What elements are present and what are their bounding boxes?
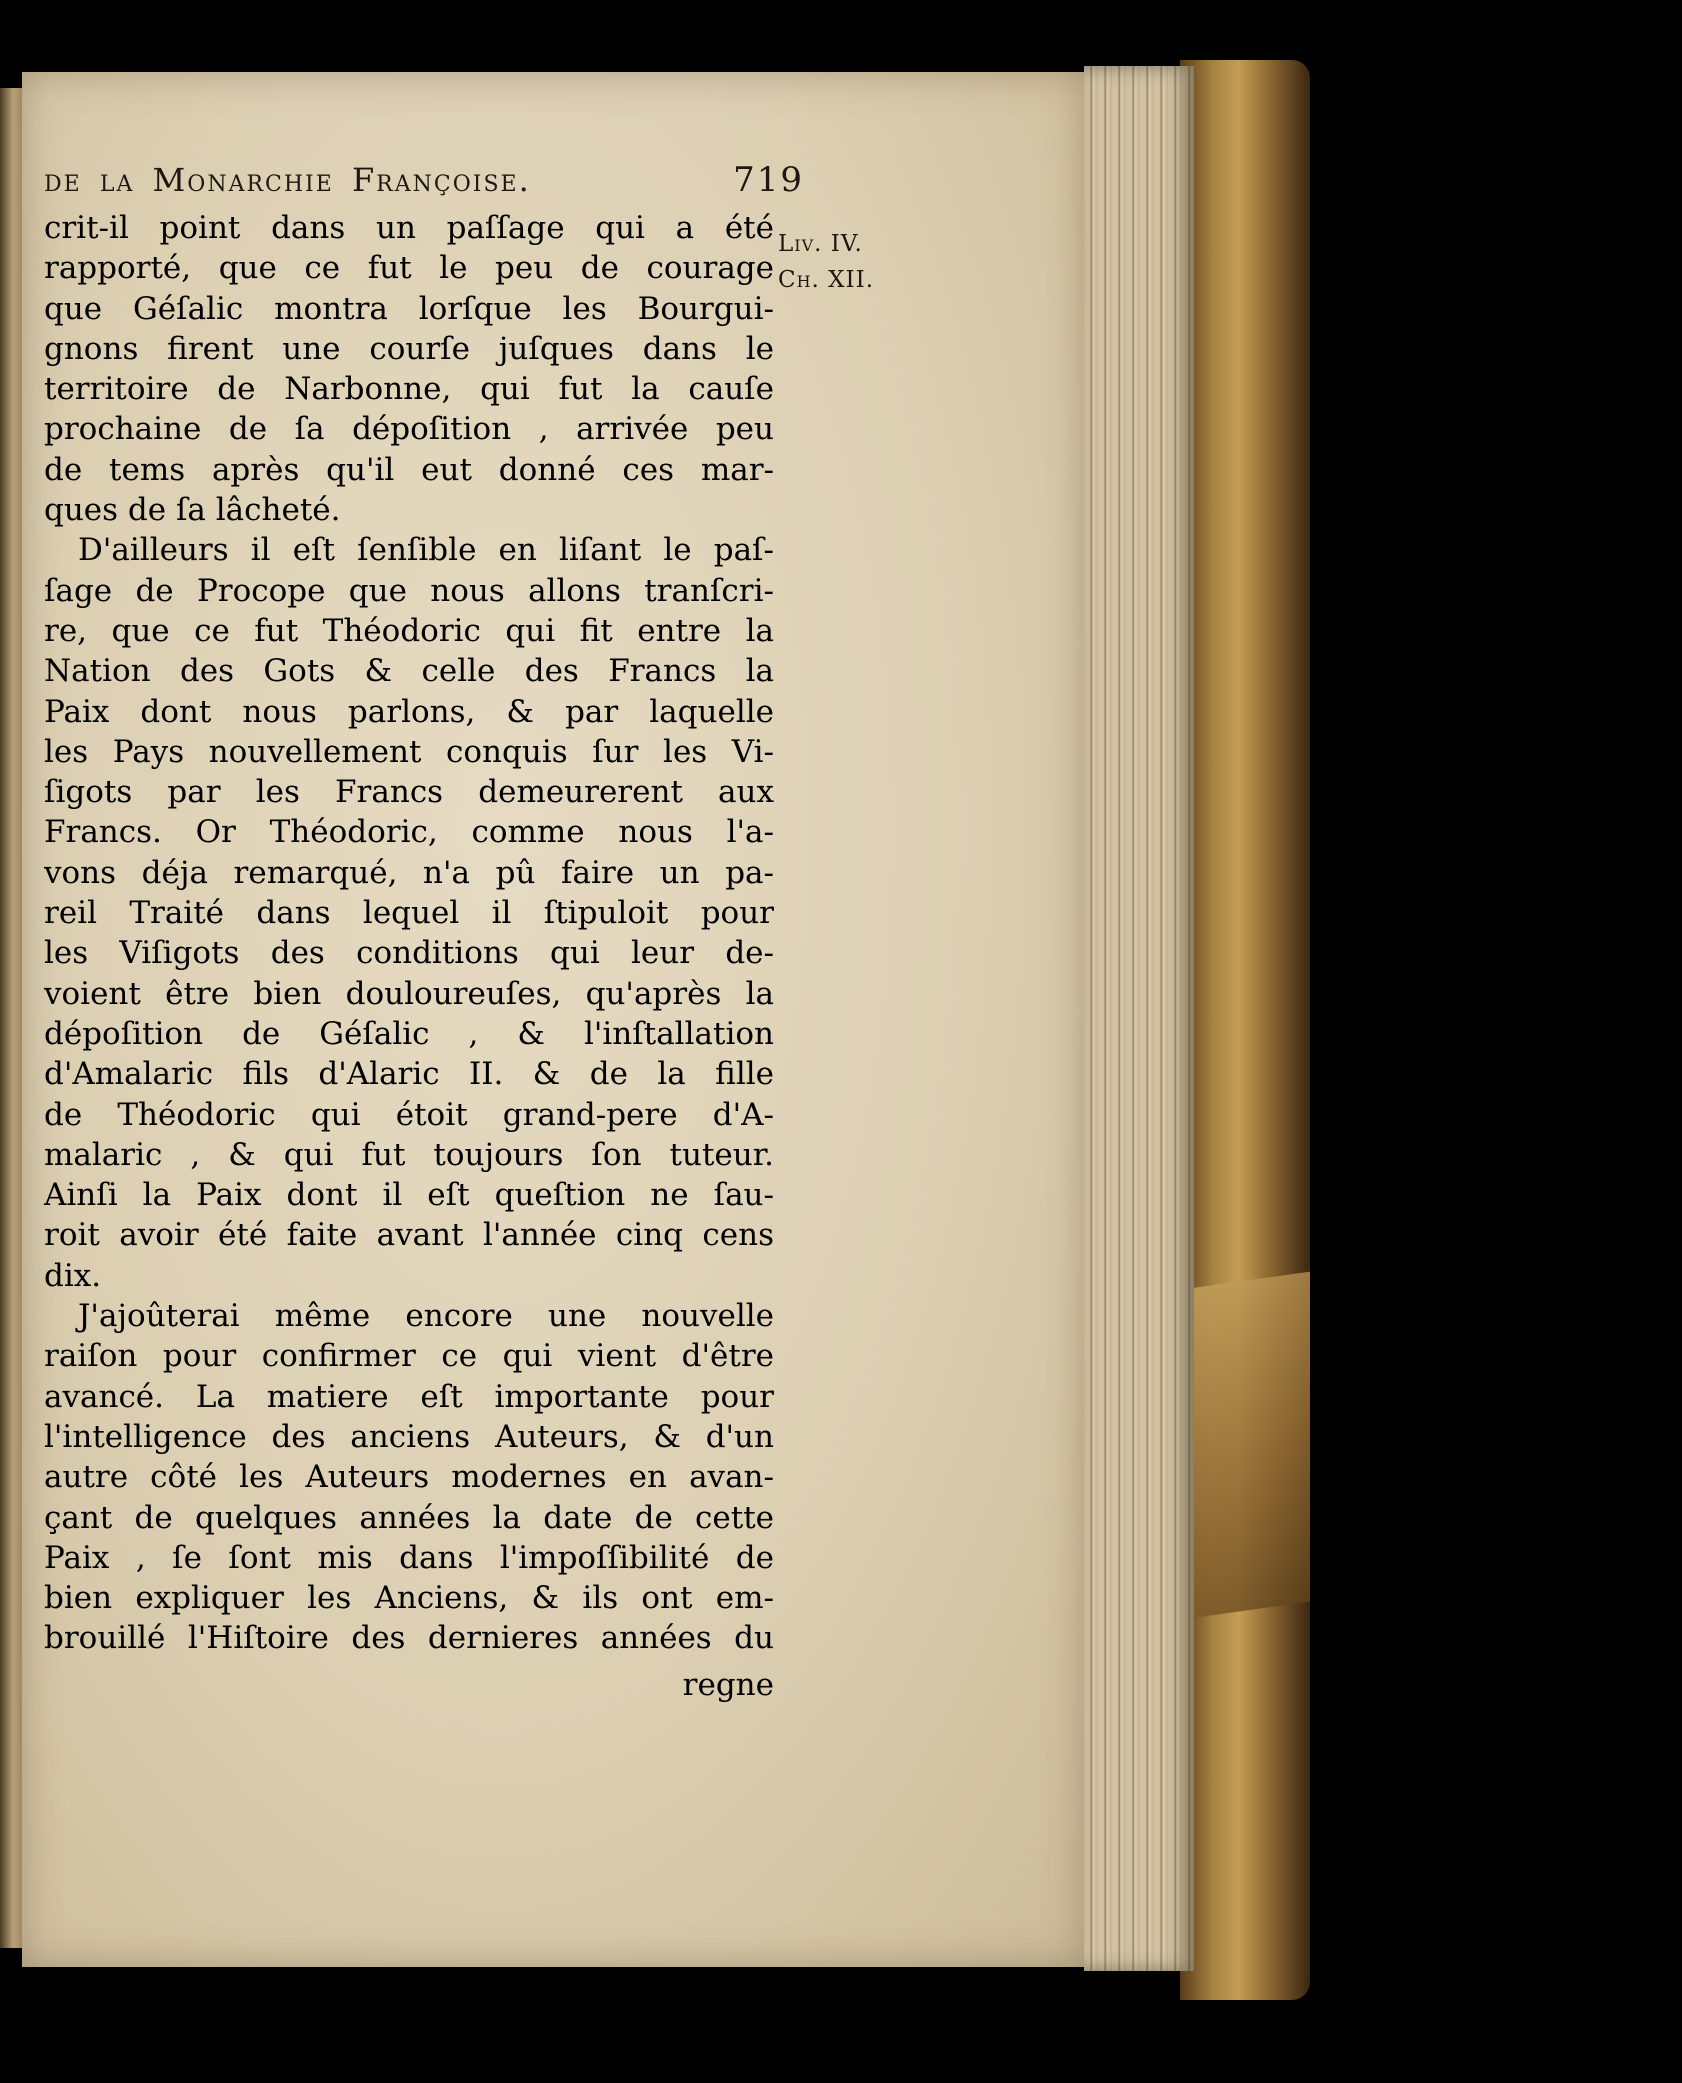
text-line: gnons firent une courſe juſques dans le	[44, 330, 774, 367]
text-line: Nation des Gots & celle des Francs la	[44, 653, 774, 690]
book-cover-edge	[1180, 60, 1310, 2000]
margin-note-book: Liv. IV.	[778, 231, 863, 257]
text-line: Francs. Or Théodoric, comme nous l'a-	[44, 814, 774, 851]
catchword: regne	[682, 1666, 774, 1703]
text-line: d'Amalaric fils d'Alaric II. & de la fille	[44, 1056, 774, 1093]
text-line: malaric , & qui fut toujours ſon tuteur.	[44, 1136, 774, 1173]
text-line: vons déja remarqué, n'a pû faire un pa-	[44, 854, 774, 891]
text-line: brouillé l'Hiſtoire des dernieres années du	[44, 1620, 774, 1657]
body-text	[44, 208, 774, 1705]
text-line: reil Traité dans lequel il ſtipuloit pour	[44, 895, 774, 932]
text-line: autre côté les Auteurs modernes en avan-	[44, 1459, 774, 1496]
text-line: avancé. La matiere eſt importante pour	[44, 1378, 774, 1415]
page-number: 719	[733, 160, 804, 200]
text-line: crit-il point dans un paſſage qui a été	[44, 210, 774, 246]
text-line: les Viſigots des conditions qui leur de-	[44, 935, 774, 972]
text-line: voient être bien douloureuſes, qu'après la	[44, 975, 774, 1012]
text-line: les Pays nouvellement conquis ſur les Vi-	[44, 733, 774, 770]
facing-page-edge	[0, 88, 22, 1948]
text-line: que Géſalic montra lorſque les Bourgui-	[44, 290, 774, 327]
running-head-title: de la Monarchie Françoise.	[44, 161, 531, 199]
text-line: roit avoir été faite avant l'année cinq cens	[44, 1217, 774, 1254]
text-line: raiſon pour confirmer ce qui vient d'être	[44, 1338, 774, 1375]
text-line: de Théodoric qui étoit grand-pere d'A-	[44, 1096, 774, 1133]
text-line: Paix dont nous parlons, & par laquelle	[44, 693, 774, 730]
page-stack-edges	[1084, 66, 1194, 1971]
text-line: prochaine de ſa dépoſition , arrivée peu	[44, 411, 774, 448]
text-line: territoire de Narbonne, qui fut la cauſe	[44, 371, 774, 408]
text-line: dépoſition de Géſalic , & l'inſtallation	[44, 1015, 774, 1052]
text-line: J'ajoûterai même encore une nouvelle	[78, 1298, 774, 1335]
running-head	[44, 160, 804, 200]
text-line: l'intelligence des anciens Auteurs, & d'un	[44, 1418, 774, 1455]
text-line: Paix , ſe ſont mis dans l'impoſſibilité de	[44, 1539, 774, 1576]
text-line: rapporté, que ce fut le peu de courage	[44, 250, 774, 287]
margin-note-chapter: Ch. XII.	[778, 267, 875, 293]
cover-fold	[1190, 1272, 1310, 1619]
margin-note	[778, 226, 908, 298]
text-line: Ainſi la Paix dont il eſt queſtion ne ſau-	[44, 1177, 774, 1214]
text-line: D'ailleurs il eſt ſenſible en liſant le paſ-	[78, 532, 774, 569]
text-line: re, que ce fut Théodoric qui fit entre la	[44, 612, 774, 649]
text-line: ques de ſa lâcheté.	[44, 492, 341, 529]
text-line: bien expliquer les Anciens, & ils ont em-	[44, 1580, 774, 1617]
text-line: ſage de Procope que nous allons tranſcri-	[44, 572, 774, 609]
text-line: ſigots par les Francs demeurerent aux	[44, 774, 774, 811]
text-line: de tems après qu'il eut donné ces mar-	[44, 451, 774, 488]
text-line: dix.	[44, 1257, 102, 1294]
text-line: çant de quelques années la date de cette	[44, 1499, 774, 1536]
